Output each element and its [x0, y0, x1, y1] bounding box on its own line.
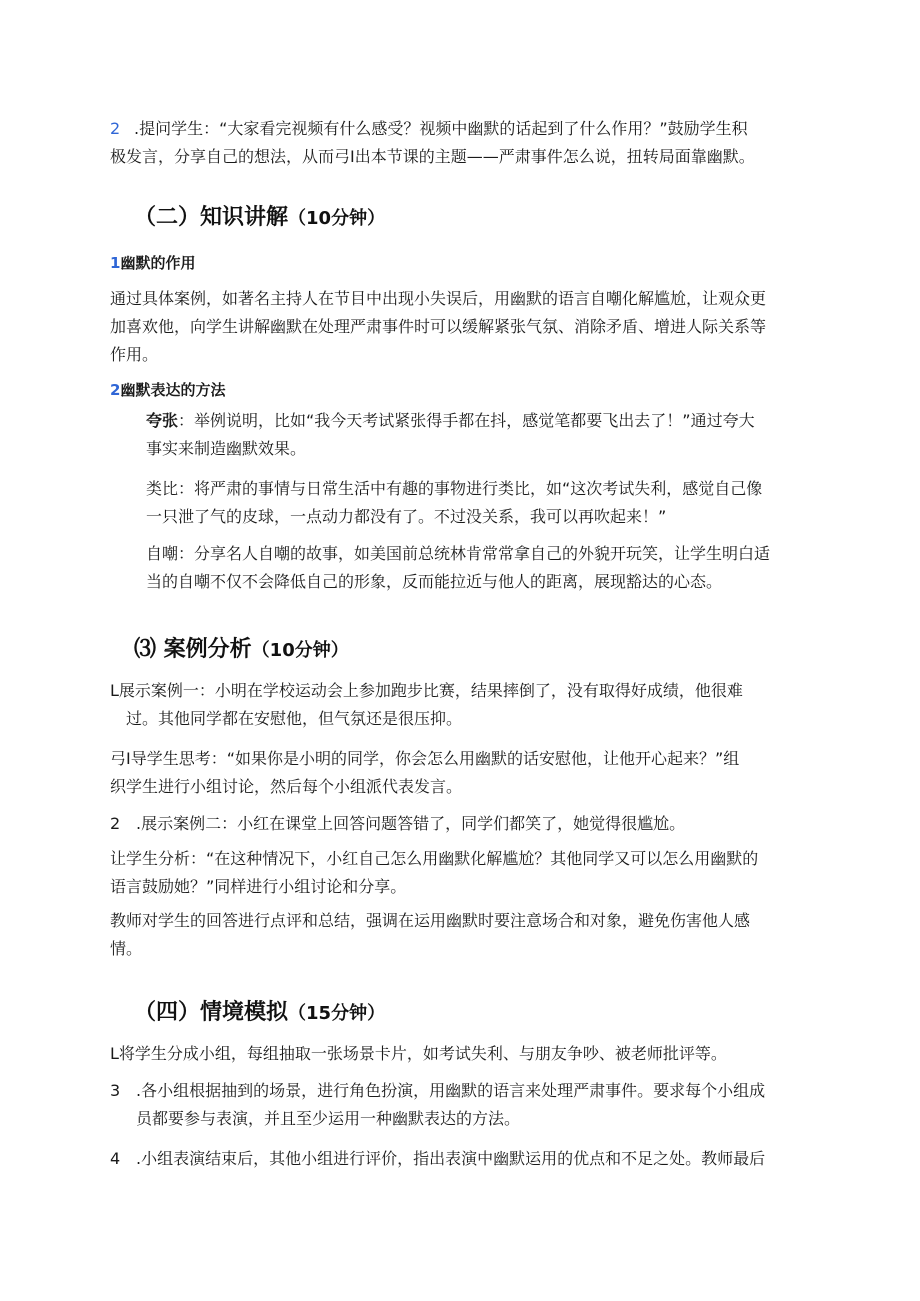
subsection-2-number: 2 — [110, 381, 121, 399]
case-1 — [110, 677, 810, 733]
method-analogy-line-2: 一只泄了气的皮球，一点动力都没有了。不过没关系，我可以再吹起来！” — [146, 507, 667, 526]
section-3-heading — [134, 634, 349, 667]
intro-line-1: .提问学生：“大家看完视频有什么感受？视频中幽默的话起到了什么作用？”鼓励学生积 — [134, 119, 748, 138]
case-summary-line-2: 情。 — [110, 939, 143, 958]
case-2 — [110, 810, 810, 838]
method-exaggeration-label: 夸张 — [146, 411, 179, 430]
simulation-item-3 — [110, 1077, 810, 1133]
case-1-question-line-1: 弓I导学生思考：“如果你是小明的同学，你会怎么用幽默的话安慰他，让他开心起来？”组 — [110, 749, 740, 768]
intro-line-2: 极发言，分享自己的想法，从而弓I出本节课的主题——严肃事件怎么说，扭转局面靠幽默。 — [110, 147, 755, 166]
simulation-item-4-number: 4 — [110, 1149, 121, 1168]
method-self-mockery-line-1: ：分享名人自嘲的故事，如美国前总统林肯常常拿自己的外貌开玩笑，让学生明白适 — [178, 544, 771, 563]
subsection-2-title: 幽默表达的方法 — [120, 381, 226, 399]
section-2-title: （二）知识讲解 — [134, 205, 289, 230]
method-exaggeration-line-1: ：举例说明，比如“我今天考试紧张得手都在抖，感觉笔都要飞出去了！”通过夸大 — [178, 411, 755, 430]
subsection-1-heading — [110, 251, 195, 275]
subsection-2-heading — [110, 378, 225, 402]
section-2-heading — [134, 202, 385, 235]
method-exaggeration-line-2: 事实来制造幽默效果。 — [146, 439, 307, 458]
method-analogy-line-1: ：将严肃的事情与日常生活中有趣的事物进行类比，如“这次考试失利，感觉自己像 — [178, 479, 763, 498]
simulation-item-4 — [110, 1145, 810, 1173]
method-exaggeration — [146, 407, 816, 463]
case-1-line-1: L展示案例一：小明在学校运动会上参加跑步比赛，结果摔倒了，没有取得好成绩，他很难 — [110, 681, 743, 700]
method-self-mockery — [146, 540, 816, 596]
section-3-title: ⑶ 案例分析 — [134, 637, 252, 662]
case-1-question-line-2: 织学生进行小组讨论，然后每个小组派代表发言。 — [110, 777, 463, 796]
section-3-duration: （10分钟） — [251, 640, 349, 661]
simulation-item-3-line-2: 员都要参与表演，并且至少运用一种幽默表达的方法。 — [136, 1109, 521, 1128]
role-line-2: 加喜欢他，向学生讲解幽默在处理严肃事件时可以缓解紧张气氛、消除矛盾、增进人际关系等 — [110, 317, 767, 336]
intro-number: 2 — [110, 119, 121, 138]
case-2-question-line-2: 语言鼓励她？”同样进行小组讨论和分享。 — [110, 877, 407, 896]
subsection-1-number: 1 — [110, 254, 121, 272]
simulation-item-1-line-1: L将学生分成小组，每组抽取一张场景卡片，如考试失利、与朋友争吵、被老师批评等。 — [110, 1044, 727, 1063]
intro-item — [110, 115, 810, 171]
simulation-item-3-line-1: .各小组根据抽到的场景，进行角色扮演，用幽默的语言来处理严肃事件。要求每个小组成 — [136, 1081, 766, 1100]
case-summary-line-1: 教师对学生的回答进行点评和总结，强调在运用幽默时要注意场合和对象，避免伤害他人感 — [110, 911, 751, 930]
role-paragraph — [110, 285, 810, 369]
section-4-duration: （15分钟） — [288, 1003, 386, 1024]
simulation-item-1 — [110, 1040, 810, 1068]
method-analogy — [146, 475, 816, 531]
case-1-line-2: 过。其他同学都在安慰他，但气氛还是很压抑。 — [126, 709, 463, 728]
method-analogy-label: 类比 — [146, 479, 179, 498]
subsection-1-title: 幽默的作用 — [120, 254, 196, 272]
case-2-line-1: .展示案例二：小红在课堂上回答问题答错了，同学们都笑了，她觉得很尴尬。 — [136, 814, 686, 833]
section-2-duration: （10分钟） — [288, 208, 386, 229]
role-line-1: 通过具体案例，如著名主持人在节目中出现小失误后，用幽默的语言自嘲化解尴尬，让观众更 — [110, 289, 767, 308]
method-self-mockery-label: 自嘲 — [146, 544, 179, 563]
simulation-item-4-line-1: .小组表演结束后，其他小组进行评价，指出表演中幽默运用的优点和不足之处。教师最后 — [136, 1149, 766, 1168]
method-self-mockery-line-2: 当的自嘲不仅不会降低自己的形象，反而能拉近与他人的距离，展现豁达的心态。 — [146, 572, 723, 591]
section-4-heading — [134, 997, 385, 1030]
case-2-question-line-1: 让学生分析：“在这种情况下，小红自己怎么用幽默化解尴尬？其他同学又可以怎么用幽默的 — [110, 849, 759, 868]
section-4-title: （四）情境模拟 — [134, 1000, 289, 1025]
simulation-item-3-number: 3 — [110, 1081, 121, 1100]
role-line-3: 作用。 — [110, 345, 159, 364]
case-2-question — [110, 845, 810, 901]
case-1-question — [110, 745, 810, 801]
case-summary — [110, 907, 810, 963]
case-2-number: 2 — [110, 814, 121, 833]
